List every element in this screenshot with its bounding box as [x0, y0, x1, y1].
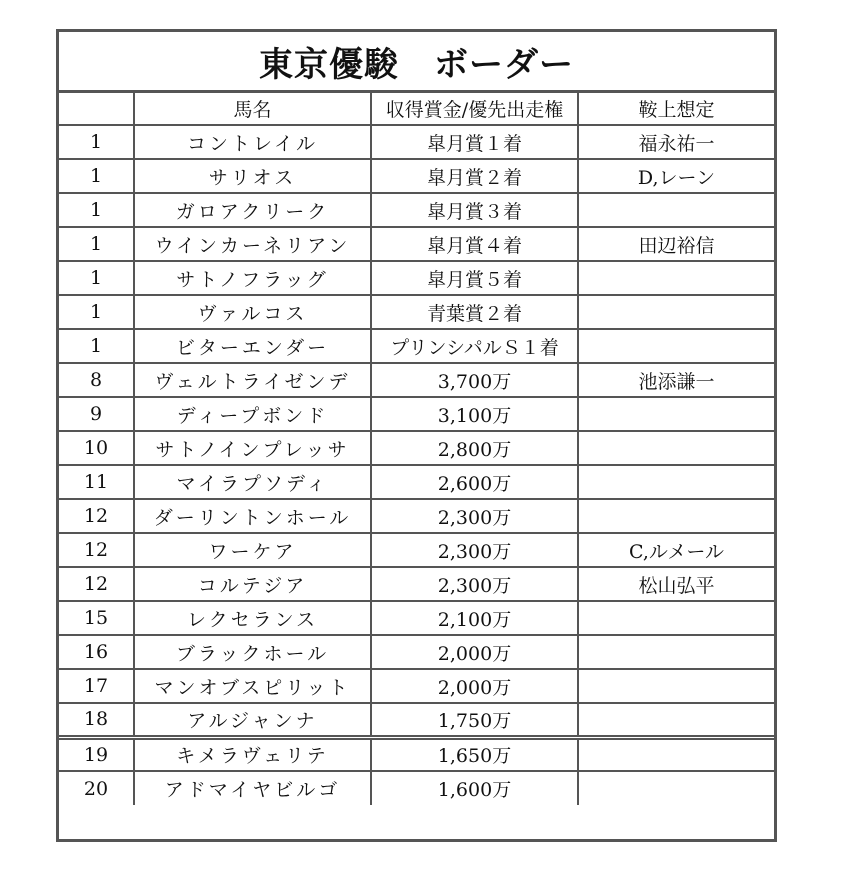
horse-name-cell: サトノインプレッサ [134, 431, 371, 465]
prize-cell: 皐月賞２着 [371, 159, 578, 193]
horse-name-cell: ウインカーネリアン [134, 227, 371, 261]
rank-cell: 20 [59, 771, 134, 805]
prize-cell: 2,800万 [371, 431, 578, 465]
prize-cell: 2,100万 [371, 601, 578, 635]
horse-name-cell: アルジャンナ [134, 703, 371, 737]
prize-cell: 2,300万 [371, 499, 578, 533]
border-sheet [56, 29, 777, 842]
prize-cell: 3,700万 [371, 363, 578, 397]
table-header-row [59, 93, 774, 125]
prize-cell: 皐月賞４着 [371, 227, 578, 261]
jockey-cell [578, 635, 774, 669]
prize-cell: 3,100万 [371, 397, 578, 431]
rank-cell: 1 [59, 193, 134, 227]
jockey-cell [578, 465, 774, 499]
table-row [59, 601, 774, 635]
rank-cell: 12 [59, 567, 134, 601]
table-body [59, 125, 774, 805]
horse-name-cell: ガロアクリーク [134, 193, 371, 227]
horse-name-cell: ワーケア [134, 533, 371, 567]
prize-cell: 2,000万 [371, 635, 578, 669]
rank-cell: 16 [59, 635, 134, 669]
rank-cell: 1 [59, 329, 134, 363]
table-row [59, 703, 774, 737]
prize-cell: 2,300万 [371, 533, 578, 567]
header-prize-priority: 収得賞金/優先出走権 [371, 93, 578, 125]
table-row [59, 499, 774, 533]
jockey-cell [578, 601, 774, 635]
jockey-cell [578, 669, 774, 703]
horse-name-cell: ダーリントンホール [134, 499, 371, 533]
prize-cell: 1,750万 [371, 703, 578, 737]
rank-cell: 19 [59, 737, 134, 771]
horse-name-cell: マンオブスピリット [134, 669, 371, 703]
table-row [59, 159, 774, 193]
table-row [59, 465, 774, 499]
horse-name-cell: ブラックホール [134, 635, 371, 669]
jockey-cell [578, 261, 774, 295]
prize-cell: 2,600万 [371, 465, 578, 499]
horse-name-cell: ヴァルコス [134, 295, 371, 329]
jockey-cell: 松山弘平 [578, 567, 774, 601]
table-row [59, 431, 774, 465]
rank-cell: 12 [59, 533, 134, 567]
horse-name-cell: ヴェルトライゼンデ [134, 363, 371, 397]
jockey-cell: 田辺裕信 [578, 227, 774, 261]
rank-cell: 1 [59, 261, 134, 295]
table-row [59, 261, 774, 295]
prize-cell: 1,600万 [371, 771, 578, 805]
rank-cell: 9 [59, 397, 134, 431]
table-row [59, 227, 774, 261]
table-row [59, 635, 774, 669]
header-horse-name: 馬名 [134, 93, 371, 125]
table-row [59, 397, 774, 431]
page-title: 東京優駿 ボーダー [59, 32, 774, 93]
table-row [59, 737, 774, 771]
table-row [59, 533, 774, 567]
rank-cell: 11 [59, 465, 134, 499]
border-table [59, 93, 774, 805]
table-row [59, 329, 774, 363]
horse-name-cell: レクセランス [134, 601, 371, 635]
prize-cell: 青葉賞２着 [371, 295, 578, 329]
table-row [59, 193, 774, 227]
rank-cell: 18 [59, 703, 134, 737]
horse-name-cell: アドマイヤビルゴ [134, 771, 371, 805]
header-rank [59, 93, 134, 125]
jockey-cell [578, 431, 774, 465]
horse-name-cell: コントレイル [134, 125, 371, 159]
jockey-cell [578, 703, 774, 737]
prize-cell: 2,000万 [371, 669, 578, 703]
horse-name-cell: キメラヴェリテ [134, 737, 371, 771]
table-row [59, 669, 774, 703]
horse-name-cell: コルテジア [134, 567, 371, 601]
table-row [59, 567, 774, 601]
table-row [59, 125, 774, 159]
rank-cell: 12 [59, 499, 134, 533]
jockey-cell [578, 329, 774, 363]
rank-cell: 1 [59, 227, 134, 261]
horse-name-cell: マイラプソディ [134, 465, 371, 499]
jockey-cell [578, 737, 774, 771]
horse-name-cell: サリオス [134, 159, 371, 193]
rank-cell: 1 [59, 159, 134, 193]
rank-cell: 17 [59, 669, 134, 703]
horse-name-cell: サトノフラッグ [134, 261, 371, 295]
prize-cell: 2,300万 [371, 567, 578, 601]
horse-name-cell: ビターエンダー [134, 329, 371, 363]
prize-cell: 皐月賞１着 [371, 125, 578, 159]
table-row [59, 771, 774, 805]
horse-name-cell: ディープボンド [134, 397, 371, 431]
jockey-cell [578, 193, 774, 227]
rank-cell: 1 [59, 125, 134, 159]
rank-cell: 1 [59, 295, 134, 329]
table-row [59, 363, 774, 397]
prize-cell: 1,650万 [371, 737, 578, 771]
jockey-cell [578, 397, 774, 431]
jockey-cell [578, 499, 774, 533]
jockey-cell: C,ルメール [578, 533, 774, 567]
prize-cell: プリンシパルＳ１着 [371, 329, 578, 363]
jockey-cell: 福永祐一 [578, 125, 774, 159]
rank-cell: 15 [59, 601, 134, 635]
jockey-cell: D,レーン [578, 159, 774, 193]
table-row [59, 295, 774, 329]
prize-cell: 皐月賞５着 [371, 261, 578, 295]
prize-cell: 皐月賞３着 [371, 193, 578, 227]
jockey-cell [578, 771, 774, 805]
rank-cell: 10 [59, 431, 134, 465]
jockey-cell: 池添謙一 [578, 363, 774, 397]
rank-cell: 8 [59, 363, 134, 397]
jockey-cell [578, 295, 774, 329]
header-jockey: 鞍上想定 [578, 93, 774, 125]
